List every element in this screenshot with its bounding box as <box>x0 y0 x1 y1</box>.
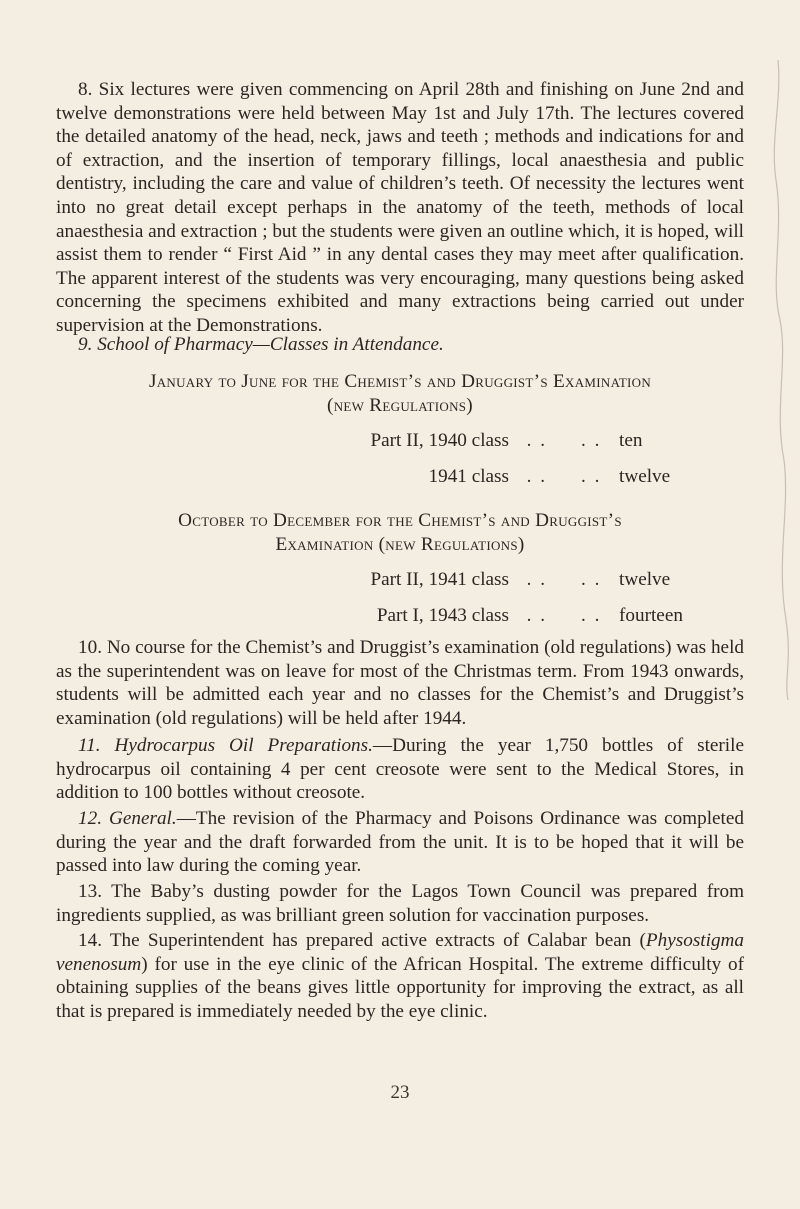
class-label: 1941 class <box>428 466 509 487</box>
section-heading-line-2: (new Regulations) <box>327 395 473 416</box>
class-label: Part I, 1943 class <box>376 605 509 626</box>
leader-dots: . . . . <box>526 466 602 487</box>
class-count: twelve <box>619 569 671 590</box>
edge-line <box>774 60 788 700</box>
paragraph-8: 8. Six lectures were given commencing on April 28th and finishing on June 2nd and twelve demonstrations were held between May 1st and July 17th. The lectures covered the detailed anatomy of the head, neck, jaws and teeth ; methods and indications for and of extraction, and the insertion of temporary fillings, local anaesthesia and public dentistry, including the care and value of children’s teeth. Of necessity the lectures went into no great detail except perhaps in the anatomy of the teeth, methods of local anaesthesia and extraction ; but the students were given an outline which, it is hoped, will assist them to render “ First Aid ” in any dental cases they may meet after qualification. The apparent interest of the students was very encouraging, many questions being asked concerning the specimens exhibited and many extractions being carried out under supervision at the Demonstrations. <box>56 79 744 336</box>
paragraph-12-title: 12. General. <box>78 808 177 829</box>
paragraph-11-body: —During the year 1,750 bottles of sterile hydrocarpus oil containing 4 per cent creosote were sent to the Medical Stores, in addition to 100 bottles without creosote. <box>56 735 744 804</box>
section-heading-line-1: January to June for the Chemist’s and Druggist’s Examination <box>148 371 652 392</box>
page-edge-shadow <box>740 60 800 700</box>
paragraph-14-species: Physostigma venenosum <box>56 930 744 975</box>
class-label: Part II, 1941 class <box>370 569 509 590</box>
paragraph-12-body: —The revision of the Pharmacy and Poisons Ordinance was completed during the year and the draft forwarded from the unit. It is to be hoped that it will be passed into law during the coming year. <box>56 808 744 877</box>
class-count: twelve <box>619 466 671 487</box>
section-heading-october-december <box>0 509 800 557</box>
paragraph-9-title: 9. School of Pharmacy—Classes in Attendance. <box>78 334 444 355</box>
paragraph-10: 10. No course for the Chemist’s and Druggist’s examination (old regulations) was held as the superintendent was on leave for most of the Christmas term. From 1943 onwards, students will be admitted each year and no classes for the Chemist’s and Druggist’s examination (old regulations) will be held after 1944. <box>56 637 744 729</box>
paragraph-14 <box>56 929 744 1023</box>
paragraph-14-part-a: 14. The Superintendent has prepared active extracts of Calabar bean ( <box>78 930 646 951</box>
paragraph-9-heading <box>56 333 744 357</box>
section-heading-line-2: Examination (new Regulations) <box>275 534 525 555</box>
paragraph-11-title: 11. Hydrocarpus Oil Preparations. <box>78 735 373 756</box>
class-count: ten <box>619 430 643 451</box>
leader-dots: . . . . <box>526 605 602 626</box>
page-number: 23 <box>390 1082 410 1103</box>
class-row <box>314 465 670 489</box>
class-row <box>314 568 670 592</box>
class-count: fourteen <box>619 605 683 626</box>
paragraph-12 <box>56 807 744 878</box>
paragraph-11 <box>56 734 744 805</box>
class-label: Part II, 1940 class <box>370 430 509 451</box>
leader-dots: . . . . <box>526 569 602 590</box>
section-heading-line-1: October to December for the Chemist’s and Druggist’s <box>178 510 622 531</box>
paragraph-14-part-b: ) for use in the eye clinic of the African Hospital. The extreme difficulty of obtaining supplies of the beans gives little opportunity for improving the extract, as all that is prepared is immediately needed by the eye clinic. <box>56 953 744 1022</box>
leader-dots: . . . . <box>526 430 602 451</box>
paragraph-13: 13. The Baby’s dusting powder for the Lagos Town Council was prepared from ingredients supplied, as was brilliant green solution for vaccination purposes. <box>56 881 744 926</box>
class-row <box>314 429 642 453</box>
section-heading-january-june <box>0 370 800 418</box>
class-row <box>314 604 683 628</box>
